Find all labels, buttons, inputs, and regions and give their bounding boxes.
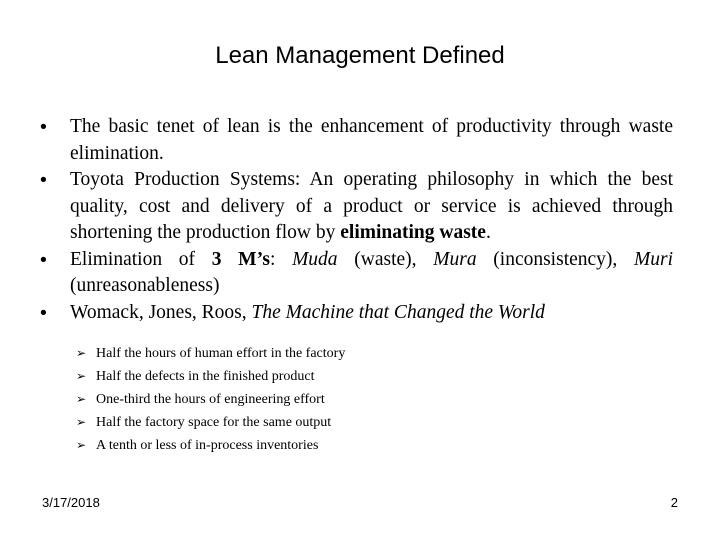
bullet-text: .	[485, 222, 491, 243]
sub-bullet-text: Half the factory space for the same output	[96, 415, 332, 430]
bullet-text-italic: Mura	[433, 248, 477, 270]
sub-bullet-text: Half the hours of human effort in the factory	[96, 346, 346, 361]
arrow-bullet-icon: ➢	[76, 392, 87, 406]
bullet-icon: •	[40, 116, 47, 138]
bullet-text-bold: eliminating waste	[340, 222, 486, 243]
arrow-bullet-icon: ➢	[76, 346, 87, 360]
sub-bullet-text: One-third the hours of engineering effort	[96, 392, 325, 407]
bullet-text-italic: Muri	[634, 248, 673, 270]
book-title: The Machine that Changed the World	[251, 301, 545, 323]
bullet-text: (unreasonableness)	[70, 275, 220, 296]
bullet-text-bold: 3 M’s	[211, 248, 270, 270]
footer-date: 3/17/2018	[42, 495, 100, 510]
sub-bullet-item	[76, 388, 636, 411]
bullet-text: Toyota Production Systems: An operating philosophy in which the best quality, cost and delivery of a product or service is achieved through shortening the production flow by	[70, 169, 673, 243]
slide-title: Lean Management Defined	[215, 42, 505, 69]
arrow-bullet-icon: ➢	[76, 369, 87, 383]
bullet-text: The basic tenet of lean is the enhancement of productivity through waste elimination.	[70, 116, 673, 164]
bullet-text: Womack, Jones, Roos,	[70, 301, 252, 323]
sub-bullet-text: A tenth or less of in-process inventories	[96, 438, 319, 453]
bullet-item	[40, 114, 673, 167]
sub-bullet-item	[76, 365, 636, 388]
bullet-text: (waste),	[337, 248, 434, 270]
bullet-icon: •	[40, 301, 47, 324]
arrow-bullet-icon: ➢	[76, 415, 87, 429]
page-number: 2	[670, 495, 678, 510]
sub-bullet-list	[76, 342, 636, 457]
sub-bullet-item	[76, 434, 636, 457]
bullet-list	[40, 114, 673, 326]
arrow-bullet-icon: ➢	[76, 438, 87, 452]
bullet-text: :	[269, 248, 293, 270]
bullet-text-italic: Muda	[292, 248, 338, 270]
bullet-text: Elimination of	[70, 248, 212, 270]
bullet-text: (inconsistency),	[476, 248, 634, 270]
bullet-item	[40, 300, 673, 327]
bullet-item	[40, 167, 673, 247]
sub-bullet-item	[76, 342, 636, 365]
sub-bullet-item	[76, 411, 636, 434]
bullet-icon: •	[40, 169, 47, 191]
bullet-icon: •	[40, 248, 47, 271]
bullet-item	[40, 247, 673, 300]
sub-bullet-text: Half the defects in the finished product	[96, 369, 315, 384]
